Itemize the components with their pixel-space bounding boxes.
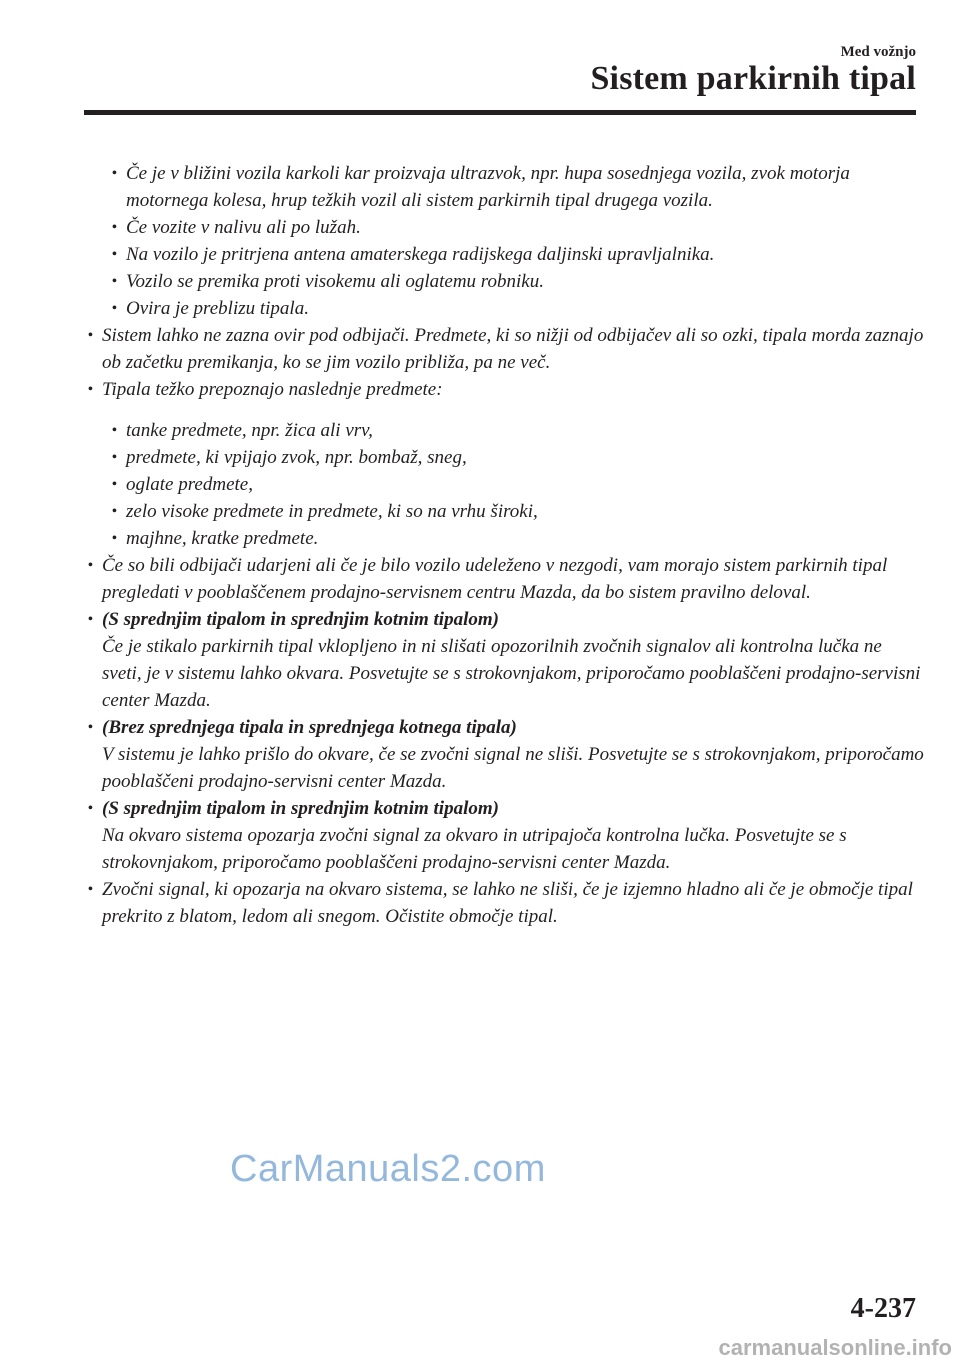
- list-item: [84, 214, 924, 241]
- list-item: [84, 417, 924, 444]
- item-heading: (S sprednjim tipalom in sprednjim kotnim tipalom): [102, 798, 499, 819]
- item-text: Vozilo se premika proti visokemu ali oglatemu robniku.: [126, 271, 544, 292]
- site-mark: carmanualsonline.info: [718, 1335, 952, 1360]
- item-text: Na vozilo je pritrjena antena amaterskega radijskega daljinski upravljalnika.: [126, 244, 715, 265]
- list-item: [84, 876, 924, 930]
- bullet-icon: •: [88, 720, 93, 735]
- bullet-icon: •: [88, 612, 93, 627]
- list-item: [84, 606, 924, 714]
- list-item: [84, 498, 924, 525]
- bullet-icon: •: [112, 166, 117, 181]
- item-text: Če je v bližini vozila karkoli kar proizvaja ultrazvok, npr. hupa sosednjega vozila, zvok motorja motornega kolesa, hrup težkih vozil ali sistem parkirnih tipal drugega vozila.: [126, 163, 850, 211]
- bullet-icon: •: [112, 274, 117, 289]
- item-text: Tipala težko prepoznajo naslednje predmete:: [102, 379, 443, 400]
- item-text: Zvočni signal, ki opozarja na okvaro sistema, se lahko ne sliši, če je izjemno hladno ali če je območje tipal prekrito z blatom, ledom ali snegom. Očistite območje tipal.: [102, 879, 913, 927]
- list-item: [84, 471, 924, 498]
- item-text: Če vozite v nalivu ali po lužah.: [126, 217, 361, 238]
- item-text: majhne, kratke predmete.: [126, 528, 319, 549]
- item-text: tanke predmete, npr. žica ali vrv,: [126, 420, 373, 441]
- bullet-icon: •: [88, 801, 93, 816]
- list-item: [84, 525, 924, 552]
- bullet-icon: •: [112, 301, 117, 316]
- item-text: Če je stikalo parkirnih tipal vklopljeno in ni slišati opozorilnih zvočnih signalov ali kontrolna lučka ne sveti, je v sistemu lahko okvara. Posvetujte se s strokovnjakom, priporočamo pooblaščeni prodajno-servisni center Mazda.: [102, 636, 921, 711]
- item-text: predmete, ki vpijajo zvok, npr. bombaž, sneg,: [126, 447, 467, 468]
- list-item: [84, 444, 924, 471]
- bullet-icon: •: [112, 423, 117, 438]
- item-heading: (Brez sprednjega tipala in sprednjega kotnega tipala): [102, 717, 517, 738]
- list-item: [84, 160, 924, 214]
- item-text: Če so bili odbijači udarjeni ali če je bilo vozilo udeleženo v nezgodi, vam morajo sistem parkirnih tipal pregledati v pooblaščenem prodajno-servisnem centru Mazda, da bo sistem pravilno deloval.: [102, 555, 888, 603]
- list-item: [84, 714, 924, 795]
- bullet-icon: •: [112, 477, 117, 492]
- bullet-icon: •: [112, 531, 117, 546]
- item-text: Ovira je preblizu tipala.: [126, 298, 309, 319]
- bullet-icon: •: [88, 328, 93, 343]
- item-text: Sistem lahko ne zazna ovir pod odbijači. Predmete, ki so nižji od odbijačev ali so ozki, tipala morda zaznajo ob začetku premikanja, ko se jim vozilo približa, pa ne več.: [102, 325, 924, 373]
- bullet-icon: •: [112, 504, 117, 519]
- bullet-icon: •: [112, 450, 117, 465]
- section-title: Sistem parkirnih tipal: [590, 60, 916, 97]
- item-heading: (S sprednjim tipalom in sprednjim kotnim tipalom): [102, 609, 499, 630]
- item-text: oglate predmete,: [126, 474, 253, 495]
- page-number: 4-237: [850, 1293, 916, 1324]
- item-text: V sistemu je lahko prišlo do okvare, če se zvočni signal ne sliši. Posvetujte se s strokovnjakom, priporočamo pooblaščeni prodajno-servisni center Mazda.: [102, 744, 924, 792]
- bullet-icon: •: [88, 882, 93, 897]
- item-text: zelo visoke predmete in predmete, ki so na vrhu široki,: [126, 501, 538, 522]
- list-item: [84, 295, 924, 322]
- bullet-icon: •: [88, 558, 93, 573]
- list-item: [84, 322, 924, 376]
- list-item: [84, 552, 924, 606]
- list-item: [84, 795, 924, 876]
- body-content: [84, 160, 924, 930]
- item-text: Na okvaro sistema opozarja zvočni signal za okvaro in utripajoča kontrolna lučka. Posvetujte se s strokovnjakom, priporočamo pooblaščeni prodajno-servisni center Mazda.: [102, 825, 847, 873]
- bullet-icon: •: [112, 220, 117, 235]
- bullet-icon: •: [112, 247, 117, 262]
- list-item: [84, 241, 924, 268]
- list-item: [84, 376, 924, 403]
- header-rule: [84, 110, 916, 115]
- bullet-icon: •: [88, 382, 93, 397]
- section-label: Med vožnjo: [840, 44, 916, 60]
- list-item: [84, 268, 924, 295]
- watermark: CarManuals2.com: [230, 1148, 546, 1190]
